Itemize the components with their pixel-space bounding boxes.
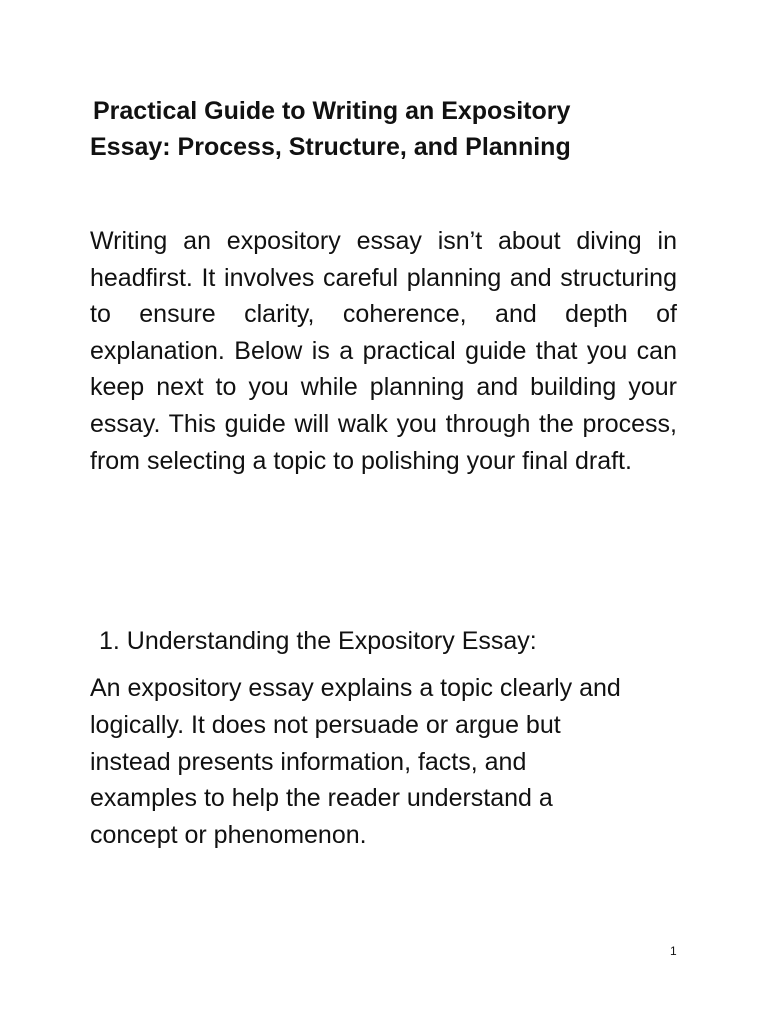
section-1-line: instead presents information, facts, and bbox=[90, 747, 527, 776]
title-line-1: Practical Guide to Writing an Expository bbox=[93, 97, 571, 125]
title-line-2: Essay: Process, Structure, and Planning bbox=[90, 133, 571, 161]
section-1-line: An expository essay explains a topic clearly and bbox=[90, 674, 621, 702]
page-number: 1 bbox=[670, 944, 677, 958]
section-1-heading: 1. Understanding the Expository Essay: bbox=[99, 627, 537, 655]
section-1-body bbox=[90, 670, 680, 854]
section-1-line: concept or phenomenon. bbox=[90, 821, 367, 850]
intro-paragraph: Writing an expository essay isn’t about diving in headfirst. It involves careful planning and structuring to ensure clarity, coherence, and depth of explanation. Below is a practical guide that you can keep next to you while planning and building your essay. This guide will walk you through the process, from selecting a topic to polishing your final draft. bbox=[90, 227, 677, 475]
section-1-line: logically. It does not persuade or argue but bbox=[90, 710, 561, 739]
document-title bbox=[90, 93, 690, 165]
section-1-line: examples to help the reader understand a bbox=[90, 784, 553, 813]
